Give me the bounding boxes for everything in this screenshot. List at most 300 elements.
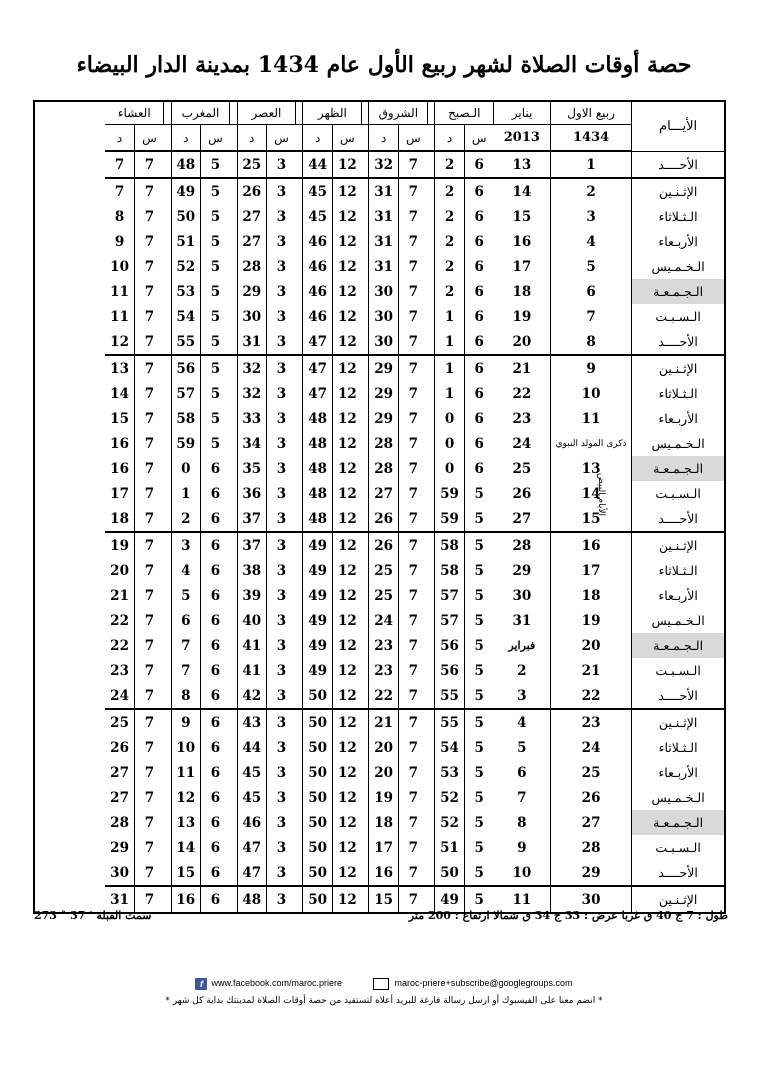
- day-name: الـجـمـعـة: [632, 279, 725, 304]
- fajr-hour: 5: [474, 662, 484, 679]
- day-name: الـسـبـت: [632, 304, 725, 329]
- fajr-hour: 5: [474, 839, 484, 856]
- maghrib-min: 1: [171, 481, 200, 506]
- dhuhr-hour: 12: [332, 709, 361, 735]
- asr-hour: 3: [266, 886, 295, 913]
- fajr-min: 51: [435, 835, 464, 860]
- hijri-day: 4: [551, 229, 632, 254]
- fajr-hour: 6: [474, 333, 484, 350]
- greg-day: 20: [494, 329, 551, 355]
- table-row: [34, 431, 725, 456]
- asr-hour: 3: [276, 283, 287, 300]
- day-name: الـثـلاثاء: [632, 558, 725, 583]
- isha-min: 8: [105, 204, 134, 229]
- maghrib-hour: 5: [210, 233, 221, 250]
- header-isha: العشاء: [105, 101, 164, 125]
- dhuhr-min: 48: [303, 481, 332, 506]
- asr-min: 25: [237, 151, 266, 178]
- fajr-min: 59: [435, 481, 464, 506]
- isha-min: 11: [105, 304, 134, 329]
- maghrib-min: 54: [171, 304, 200, 329]
- shuruq-hour: 7: [408, 385, 418, 402]
- maghrib-hour: 5: [210, 283, 221, 300]
- day-name: الـجـمـعـة: [632, 456, 725, 481]
- fajr-hour: 5: [474, 637, 484, 654]
- asr-hour: 3: [276, 662, 287, 679]
- table-row: [34, 709, 725, 735]
- fajr-min: 58: [435, 532, 464, 558]
- hijri-day: 22: [551, 683, 632, 709]
- dhuhr-min: 47: [303, 329, 332, 355]
- maghrib-min: 58: [171, 406, 200, 431]
- greg-day: 4: [494, 709, 551, 735]
- table-row: [34, 406, 725, 431]
- fajr-hour: 6: [474, 233, 484, 250]
- maghrib-min: 53: [171, 279, 200, 304]
- asr-min: 47: [237, 835, 266, 860]
- isha-hour: 7: [135, 178, 164, 204]
- shuruq-hour: 7: [408, 283, 418, 300]
- shuruq-hour: 7: [408, 333, 418, 350]
- maghrib-hour: 6: [210, 687, 221, 704]
- greg-day: 16: [494, 229, 551, 254]
- facebook-link[interactable]: f www.facebook.com/maroc.priere: [195, 978, 342, 988]
- shuruq-min: 24: [369, 608, 398, 633]
- isha-min: 7: [105, 178, 134, 204]
- asr-hour: 3: [276, 333, 287, 350]
- fajr-hour: 5: [474, 687, 484, 704]
- table-row: [34, 785, 725, 810]
- table-row: [34, 760, 725, 785]
- dhuhr-min: 49: [303, 633, 332, 658]
- fajr-min: 57: [435, 583, 464, 608]
- fajr-hour: 6: [474, 385, 484, 402]
- dhuhr-hour: 12: [337, 864, 357, 881]
- maghrib-min: 51: [171, 229, 200, 254]
- dhuhr-min: 46: [303, 279, 332, 304]
- shuruq-hour: 7: [408, 460, 418, 477]
- isha-hour: 7: [144, 410, 155, 427]
- isha-hour: 7: [144, 839, 155, 856]
- isha-min: 14: [105, 381, 134, 406]
- dhuhr-min: 48: [303, 506, 332, 532]
- day-name: الأربـعاء: [632, 406, 725, 431]
- asr-hour: 3: [276, 385, 287, 402]
- dhuhr-hour: 12: [337, 789, 357, 806]
- dhuhr-hour: 12: [337, 258, 357, 275]
- dhuhr-min: 46: [303, 254, 332, 279]
- hijri-day: 25: [551, 760, 632, 785]
- fajr-hour: 5: [474, 814, 484, 831]
- greg-day: 5: [494, 735, 551, 760]
- shuruq-min: 17: [369, 835, 398, 860]
- isha-min: 7: [105, 151, 134, 178]
- greg-day: 14: [494, 178, 551, 204]
- fajr-hour: 6: [474, 258, 484, 275]
- fajr-min: 52: [435, 785, 464, 810]
- day-name: الأحــــد: [632, 860, 725, 886]
- dhuhr-hour: 12: [337, 460, 357, 477]
- table-body: [34, 151, 725, 913]
- shuruq-min: 29: [369, 355, 398, 381]
- asr-min: 39: [237, 583, 266, 608]
- shuruq-min: 30: [369, 329, 398, 355]
- day-name: الـسـبـت: [632, 481, 725, 506]
- fajr-min: 2: [435, 229, 464, 254]
- shuruq-hour: 7: [408, 839, 418, 856]
- shuruq-min: 19: [369, 785, 398, 810]
- isha-hour: 7: [135, 886, 164, 913]
- maghrib-hour: 6: [210, 662, 221, 679]
- fajr-hour: 5: [474, 739, 484, 756]
- day-name: الـخـمـيس: [632, 608, 725, 633]
- maghrib-min: 3: [171, 532, 200, 558]
- day-name: الـجـمـعـة: [632, 810, 725, 835]
- table-row: [34, 329, 725, 355]
- maghrib-hour: 6: [210, 485, 221, 502]
- fajr-min: 59: [435, 506, 464, 532]
- maghrib-min: 49: [171, 178, 200, 204]
- isha-min: 15: [105, 406, 134, 431]
- shuruq-hour: 7: [408, 435, 418, 452]
- maghrib-hour: 6: [210, 789, 221, 806]
- fajr-min: 0: [435, 456, 464, 481]
- shuruq-hour: 7: [408, 587, 418, 604]
- maghrib-min: 13: [171, 810, 200, 835]
- asr-min: 34: [237, 431, 266, 456]
- day-name: الأربـعاء: [632, 760, 725, 785]
- isha-hour: 7: [144, 587, 155, 604]
- isha-min: 22: [105, 633, 134, 658]
- fajr-hour: 5: [464, 886, 493, 913]
- greg-day: 23: [494, 406, 551, 431]
- table-row: [34, 178, 725, 204]
- maghrib-min: 4: [171, 558, 200, 583]
- fajr-hour: 5: [474, 485, 484, 502]
- asr-hour: 3: [276, 739, 287, 756]
- header-maghrib: المغرب: [171, 101, 230, 125]
- asr-min: 41: [237, 633, 266, 658]
- dhuhr-min: 44: [303, 151, 332, 178]
- isha-min: 25: [105, 709, 134, 735]
- hijri-day: 28: [551, 835, 632, 860]
- hijri-day: 23: [551, 709, 632, 735]
- table-row: [34, 608, 725, 633]
- hijri-day: 24: [551, 735, 632, 760]
- fajr-hour: 5: [464, 532, 493, 558]
- fajr-min: 52: [435, 810, 464, 835]
- fajr-min: 2: [435, 254, 464, 279]
- dhuhr-min: 50: [303, 683, 332, 709]
- isha-min: 19: [105, 532, 134, 558]
- maghrib-min: 59: [171, 431, 200, 456]
- maghrib-hour: 6: [210, 587, 221, 604]
- shuruq-hour: 7: [408, 208, 418, 225]
- asr-min: 41: [237, 658, 266, 683]
- fajr-min: 55: [435, 709, 464, 735]
- greg-day: 22: [494, 381, 551, 406]
- maghrib-min: 52: [171, 254, 200, 279]
- hijri-day: 9: [551, 355, 632, 381]
- greg-day: 26: [494, 481, 551, 506]
- table-row: [34, 204, 725, 229]
- maghrib-hour: 6: [210, 562, 221, 579]
- prayer-times-table: [33, 100, 726, 914]
- dhuhr-min: 45: [303, 178, 332, 204]
- asr-hour: 3: [276, 156, 287, 173]
- qibla-info: سمت القبلة ' 37 ° 273: [34, 909, 152, 922]
- asr-min: 33: [237, 406, 266, 431]
- dhuhr-min: 47: [303, 355, 332, 381]
- shuruq-hour: 7: [408, 258, 418, 275]
- maghrib-min: 56: [171, 355, 200, 381]
- maghrib-min: 50: [171, 204, 200, 229]
- greg-day: 13: [494, 151, 551, 178]
- maghrib-hour: 6: [201, 886, 230, 913]
- dhuhr-hour: 12: [337, 662, 357, 679]
- day-name: الأربـعاء: [632, 229, 725, 254]
- hijri-day: 3: [551, 204, 632, 229]
- asr-hour: 3: [276, 258, 287, 275]
- maghrib-hour: 5: [210, 385, 221, 402]
- isha-hour: 7: [144, 789, 155, 806]
- dhuhr-min: 48: [303, 406, 332, 431]
- fajr-hour: 6: [474, 435, 484, 452]
- fajr-min: 1: [435, 329, 464, 355]
- asr-min: 45: [237, 785, 266, 810]
- dhuhr-hour: 12: [332, 532, 361, 558]
- hijri-day: 29: [551, 860, 632, 886]
- isha-hour: 7: [144, 485, 155, 502]
- isha-hour: 7: [144, 637, 155, 654]
- asr-min: 26: [237, 178, 266, 204]
- shuruq-hour: 7: [398, 355, 427, 381]
- hijri-day: 27: [551, 810, 632, 835]
- maghrib-hour: 6: [201, 532, 230, 558]
- fajr-hour: 5: [464, 709, 493, 735]
- fajr-hour: 5: [474, 864, 484, 881]
- fajr-min: 0: [435, 406, 464, 431]
- greg-day: 17: [494, 254, 551, 279]
- fajr-min: 56: [435, 633, 464, 658]
- asr-hour: 3: [276, 764, 287, 781]
- maghrib-hour: 6: [210, 839, 221, 856]
- asr-hour: 3: [276, 687, 287, 704]
- hijri-day: 7: [551, 304, 632, 329]
- shuruq-min: 20: [369, 735, 398, 760]
- table-row: [34, 658, 725, 683]
- dhuhr-hour: 12: [337, 839, 357, 856]
- isha-hour: 7: [144, 208, 155, 225]
- table-row: [34, 279, 725, 304]
- shuruq-min: 28: [369, 456, 398, 481]
- asr-min: 36: [237, 481, 266, 506]
- white-days-note: الأيام البيض: [596, 473, 606, 517]
- shuruq-min: 30: [369, 279, 398, 304]
- dhuhr-min: 50: [303, 760, 332, 785]
- shuruq-hour: 7: [408, 410, 418, 427]
- fajr-hour: 5: [474, 764, 484, 781]
- fajr-hour: 6: [474, 283, 484, 300]
- dhuhr-min: 46: [303, 304, 332, 329]
- header-shuruq: الشروق: [369, 101, 428, 125]
- asr-hour: 3: [276, 789, 287, 806]
- table-row: [34, 810, 725, 835]
- maghrib-hour: 5: [210, 410, 221, 427]
- asr-min: 46: [237, 810, 266, 835]
- isha-min: 16: [105, 431, 134, 456]
- isha-hour: 7: [144, 739, 155, 756]
- hijri-day: 13: [551, 456, 632, 481]
- dhuhr-hour: 12: [332, 886, 361, 913]
- dhuhr-hour: 12: [337, 814, 357, 831]
- dhuhr-min: 50: [303, 860, 332, 886]
- shuruq-hour: 7: [408, 562, 418, 579]
- hijri-day: 18: [551, 583, 632, 608]
- shuruq-hour: 7: [398, 532, 427, 558]
- day-name: الأحــــد: [632, 506, 725, 532]
- maghrib-hour: 6: [210, 739, 221, 756]
- greg-day: 27: [494, 506, 551, 532]
- dhuhr-hour: 12: [337, 333, 357, 350]
- shuruq-min: 21: [369, 709, 398, 735]
- shuruq-hour: 7: [398, 178, 427, 204]
- asr-min: 37: [237, 506, 266, 532]
- greg-day: 11: [494, 886, 551, 913]
- asr-hour: 3: [266, 532, 295, 558]
- hijri-day: 8: [551, 329, 632, 355]
- day-name: الـثـلاثاء: [632, 381, 725, 406]
- isha-hour: 7: [144, 612, 155, 629]
- fajr-hour: 6: [474, 460, 484, 477]
- shuruq-hour: 7: [408, 156, 418, 173]
- hijri-day: 14: [551, 481, 632, 506]
- greg-day: 7: [494, 785, 551, 810]
- maghrib-hour: 6: [210, 864, 221, 881]
- isha-hour: 7: [135, 709, 164, 735]
- fajr-min: 54: [435, 735, 464, 760]
- table-row: [34, 481, 725, 506]
- maghrib-hour: 5: [210, 156, 221, 173]
- table-row: [34, 381, 725, 406]
- dhuhr-min: 49: [303, 532, 332, 558]
- shuruq-hour: 7: [408, 308, 418, 325]
- dhuhr-hour: 12: [337, 687, 357, 704]
- isha-hour: 7: [144, 233, 155, 250]
- isha-hour: 7: [135, 532, 164, 558]
- day-name: الـثـلاثاء: [632, 735, 725, 760]
- isha-min: 24: [105, 683, 134, 709]
- maghrib-hour: 6: [201, 709, 230, 735]
- footer-note: * انضم معنا على الفيسبوك أو ارسل رسالة فارغة للبريد أعلاه لتستفيد من حصة أوقات الصلاة لمدينتك بداية كل شهر *: [165, 996, 603, 1006]
- day-name: الـثـلاثاء: [632, 204, 725, 229]
- isha-min: 23: [105, 658, 134, 683]
- greg-day: 29: [494, 558, 551, 583]
- maghrib-hour: 6: [210, 814, 221, 831]
- table-row: [34, 558, 725, 583]
- table-row: [34, 835, 725, 860]
- fajr-min: 2: [435, 151, 464, 178]
- dhuhr-min: 50: [303, 835, 332, 860]
- day-name: الـسـبـت: [632, 658, 725, 683]
- asr-hour: 3: [276, 460, 287, 477]
- email-link[interactable]: maroc-priere+subscribe@googlegroups.com: [373, 978, 573, 988]
- shuruq-hour: 7: [408, 637, 418, 654]
- isha-min: 9: [105, 229, 134, 254]
- dhuhr-min: 50: [303, 709, 332, 735]
- header-asr: العصر: [237, 101, 296, 125]
- fajr-min: 2: [435, 279, 464, 304]
- asr-min: 42: [237, 683, 266, 709]
- day-name: الـخـمـيس: [632, 254, 725, 279]
- dhuhr-hour: 12: [337, 764, 357, 781]
- isha-min: 10: [105, 254, 134, 279]
- fajr-hour: 5: [474, 612, 484, 629]
- dhuhr-hour: 12: [337, 637, 357, 654]
- maghrib-hour: 5: [210, 258, 221, 275]
- table-row: [34, 633, 725, 658]
- asr-min: 35: [237, 456, 266, 481]
- asr-hour: 3: [276, 562, 287, 579]
- hijri-day: 2: [551, 178, 632, 204]
- shuruq-min: 25: [369, 558, 398, 583]
- isha-min: 17: [105, 481, 134, 506]
- dhuhr-hour: 12: [337, 587, 357, 604]
- isha-hour: 7: [135, 355, 164, 381]
- fajr-min: 2: [435, 204, 464, 229]
- maghrib-hour: 5: [201, 355, 230, 381]
- greg-day: 18: [494, 279, 551, 304]
- shuruq-hour: 7: [408, 864, 418, 881]
- isha-hour: 7: [144, 814, 155, 831]
- maghrib-min: 8: [171, 683, 200, 709]
- shuruq-min: 16: [369, 860, 398, 886]
- header-dhuhr: الظهر: [303, 101, 362, 125]
- greg-day: 15: [494, 204, 551, 229]
- maghrib-min: 48: [171, 151, 200, 178]
- shuruq-hour: 7: [408, 662, 418, 679]
- asr-hour: 3: [276, 864, 287, 881]
- shuruq-min: 31: [369, 229, 398, 254]
- dhuhr-hour: 12: [337, 283, 357, 300]
- hijri-day: 21: [551, 658, 632, 683]
- asr-hour: 3: [276, 308, 287, 325]
- hijri-day: 17: [551, 558, 632, 583]
- fajr-min: 1: [435, 304, 464, 329]
- dhuhr-hour: 12: [337, 562, 357, 579]
- header-hijri: ربيع الاول: [551, 101, 632, 125]
- shuruq-min: 32: [369, 151, 398, 178]
- isha-min: 31: [105, 886, 134, 913]
- dhuhr-min: 50: [303, 735, 332, 760]
- greg-day: 24: [494, 431, 551, 456]
- isha-hour: 7: [144, 156, 155, 173]
- isha-hour: 7: [144, 460, 155, 477]
- isha-hour: 7: [144, 308, 155, 325]
- shuruq-min: 29: [369, 381, 398, 406]
- maghrib-hour: 6: [210, 510, 221, 527]
- shuruq-min: 31: [369, 254, 398, 279]
- hijri-day: 20: [551, 633, 632, 658]
- maghrib-min: 7: [171, 658, 200, 683]
- fajr-min: 53: [435, 760, 464, 785]
- table-row: [34, 506, 725, 532]
- dhuhr-hour: 12: [337, 308, 357, 325]
- day-name: الأربـعاء: [632, 583, 725, 608]
- fajr-hour: 5: [474, 562, 484, 579]
- shuruq-hour: 7: [408, 485, 418, 502]
- day-name: الأحــــد: [632, 329, 725, 355]
